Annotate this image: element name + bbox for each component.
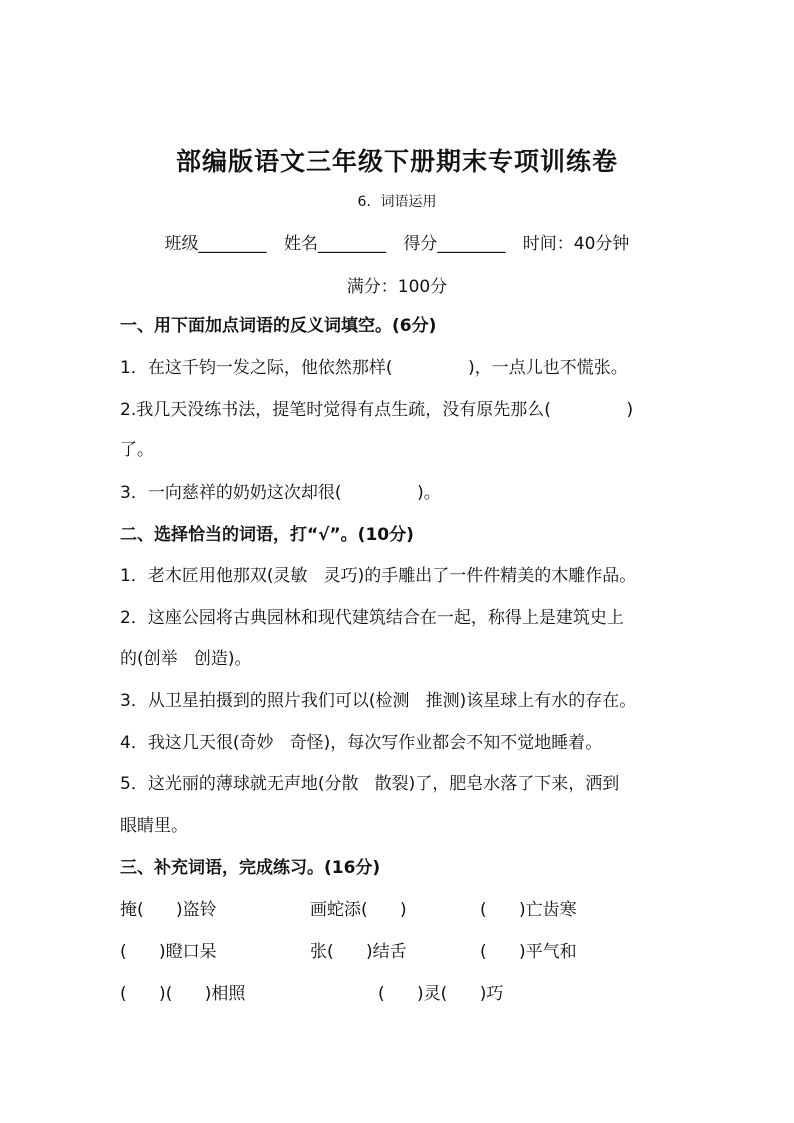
idiom-cell: ( )瞪口呆 <box>120 942 217 962</box>
section2-question-2-cont: 的(创举 创造)。 <box>120 649 252 669</box>
section3-heading: 三、补充词语，完成练习。(16分) <box>120 858 381 878</box>
idiom-cell: 画蛇添( ) <box>310 900 407 920</box>
section2-question-5: 5．这光丽的薄球就无声地(分散 散裂)了，肥皂水落了下来，洒到 <box>120 774 620 794</box>
student-info-line <box>0 229 794 254</box>
full-score-label: 满分：100分 <box>346 277 448 297</box>
idiom-cell: ( )平气和 <box>480 942 577 962</box>
section2-question-5-cont: 眼睛里。 <box>120 816 188 836</box>
idiom-cell: 掩( )盗铃 <box>120 900 217 920</box>
section1-question-1: 1．在这千钧一发之际，他依然那样( )，一点儿也不慌张。 <box>120 358 628 378</box>
section1-question-3: 3．一向慈祥的奶奶这次却很( )。 <box>120 483 441 503</box>
section2-heading: 二、选择恰当的词语，打“√”。(10分) <box>120 525 414 545</box>
idiom-cell: ( )( )相照 <box>120 984 246 1004</box>
section2-question-4: 4．我这几天很(奇妙 奇怪)，每次写作业都会不知不觉地睡着。 <box>120 733 603 753</box>
idiom-cell: 张( )结舌 <box>310 942 407 962</box>
idiom-cell: ( )灵( )巧 <box>378 984 504 1004</box>
score-field: 得分________ <box>403 234 506 254</box>
idiom-cell: ( )亡齿寒 <box>480 900 577 920</box>
section2-question-3: 3．从卫星拍摄到的照片我们可以(检测 推测)该星球上有水的存在。 <box>120 691 637 711</box>
class-field: 班级________ <box>164 234 267 254</box>
section1-question-2: 2.我几天没练书法，提笔时觉得有点生疏，没有原先那么( ) <box>120 400 634 420</box>
page-subtitle: 6．词语运用 <box>357 194 437 210</box>
section2-question-2: 2．这座公园将古典园林和现代建筑结合在一起，称得上是建筑史上 <box>120 608 624 628</box>
section1-question-2-cont: 了。 <box>120 440 154 460</box>
time-label: 时间：40分钟 <box>522 234 630 254</box>
section1-heading: 一、用下面加点词语的反义词填空。(6分) <box>120 316 437 336</box>
section2-question-1: 1．老木匠用他那双(灵敏 灵巧)的手雕出了一件件精美的木雕作品。 <box>120 566 637 586</box>
name-field: 姓名________ <box>283 234 386 254</box>
page-title: 部编版语文三年级下册期末专项训练卷 <box>175 147 618 176</box>
